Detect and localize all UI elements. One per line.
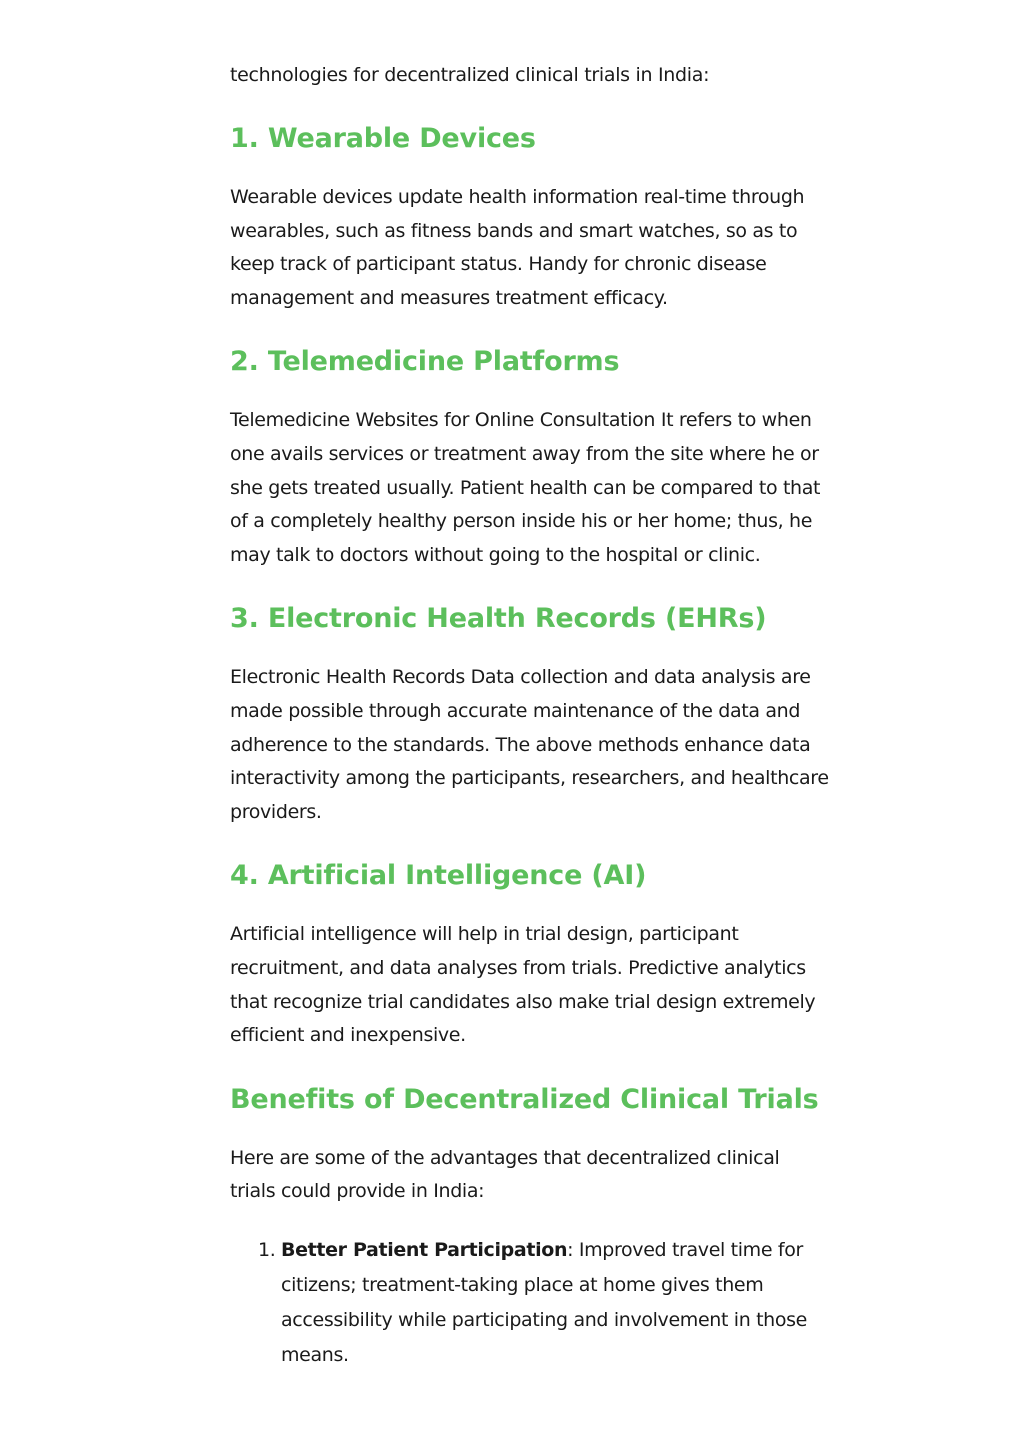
spacer bbox=[230, 572, 830, 601]
heading-artificial-intelligence: 4. Artificial Intelligence (AI) bbox=[230, 860, 647, 892]
paragraph-telemedicine-platforms: Telemedicine Websites for Online Consultation It refers to when one avails services or treatment away from the site where he or she gets treated usually. Patient health can be compared to that of a completely healthy person inside his or her home; thus, he may talk to doctors without going to the hospital or clinic. bbox=[230, 409, 821, 566]
spacer bbox=[230, 829, 830, 858]
heading-wearable-devices: 1. Wearable Devices bbox=[230, 123, 536, 154]
list-item-title: Better Patient Participation bbox=[281, 1238, 568, 1261]
list-item-number: 1. bbox=[258, 1238, 276, 1261]
paragraph-benefits-intro: Here are some of the advantages that decentralized clinical trials could provide in India: bbox=[230, 1146, 780, 1203]
spacer bbox=[230, 1118, 830, 1142]
spacer bbox=[230, 315, 830, 344]
spacer bbox=[230, 380, 830, 404]
spacer bbox=[230, 1053, 830, 1082]
heading-benefits: Benefits of Decentralized Clinical Trials bbox=[230, 1083, 819, 1115]
paragraph-electronic-health-records: Electronic Health Records Data collection and data analysis are made possible through accurate maintenance of the data and adherence to the standards. The above methods enhance data interactivity among the participants, researchers, and healthcare providers. bbox=[230, 666, 829, 823]
spacer bbox=[230, 637, 830, 661]
intro-text: technologies for decentralized clinical trials in India: bbox=[230, 64, 710, 86]
paragraph-wearable-devices: Wearable devices update health information real-time through wearables, such as fitness bands and smart watches, so as to keep track of participant status. Handy for chronic disease management and measures treatment efficacy. bbox=[230, 186, 805, 309]
heading-telemedicine-platforms: 2. Telemedicine Platforms bbox=[230, 346, 620, 378]
article-content bbox=[230, 58, 830, 1373]
paragraph-artificial-intelligence: Artificial intelligence will help in trial design, participant recruitment, and data analyses from trials. Predictive analytics that recognize trial candidates also make trial design extremely efficient and inexpensive. bbox=[230, 923, 816, 1047]
spacer bbox=[230, 157, 830, 181]
spacer bbox=[230, 1209, 830, 1233]
list-item bbox=[230, 1233, 830, 1373]
spacer bbox=[230, 92, 830, 121]
list-item-text: : Improved travel time for citizens; treatment-taking place at home gives them accessibility while participating and involvement in those means. bbox=[281, 1238, 808, 1366]
benefits-list bbox=[230, 1233, 830, 1373]
heading-electronic-health-records: 3. Electronic Health Records (EHRs) bbox=[230, 603, 767, 635]
spacer bbox=[230, 894, 830, 918]
